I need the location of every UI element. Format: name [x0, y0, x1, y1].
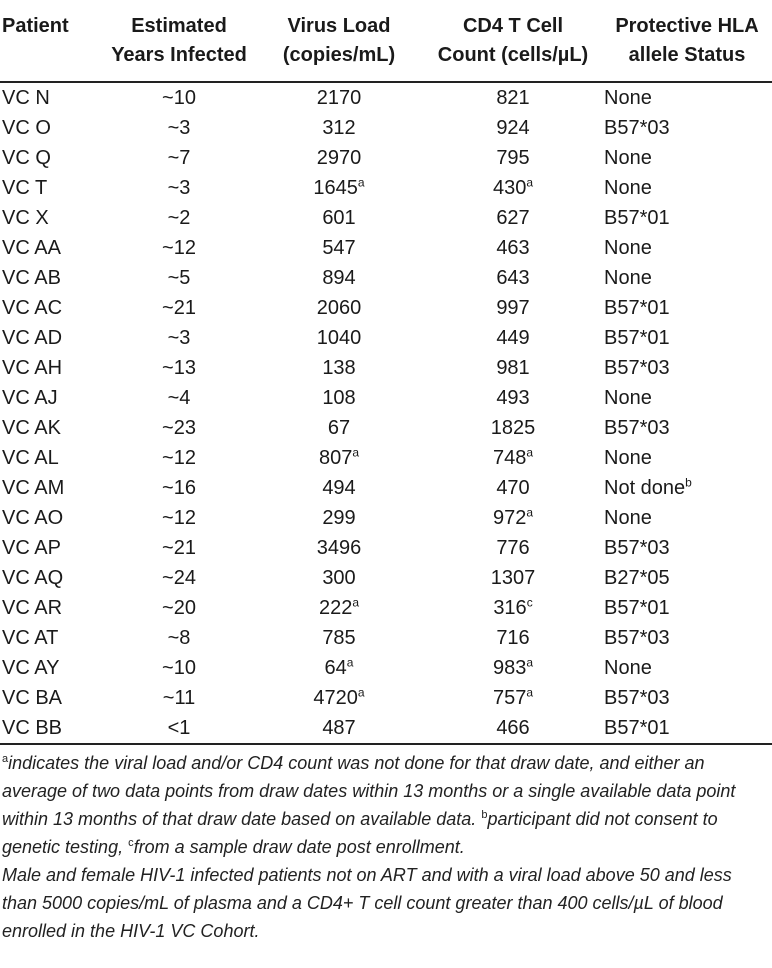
table-row	[0, 563, 772, 593]
cell-virus-load	[254, 503, 424, 533]
footnote-marker: a	[352, 595, 360, 610]
cell-virus-load-value: 894	[322, 267, 356, 289]
cell-hla-status-value: B57*03	[604, 357, 670, 379]
cell-hla-status-value: None	[604, 657, 652, 679]
footnote-marker: a	[357, 685, 365, 700]
table-row	[0, 113, 772, 143]
cell-hla-status	[602, 473, 772, 503]
cell-cd4-count-value: 821	[496, 87, 530, 109]
cell-patient-value: VC AK	[2, 417, 61, 439]
cell-hla-status-value: None	[604, 147, 652, 169]
cell-years-infected-value: <1	[167, 717, 191, 739]
cell-cd4-count-value: 981	[496, 357, 530, 379]
cell-virus-load-value: 807	[318, 447, 353, 469]
cell-hla-status-value: B57*03	[604, 417, 670, 439]
cell-hla-status-value: B57*01	[604, 717, 670, 739]
table-row	[0, 293, 772, 323]
cell-years-infected-value: ~16	[162, 477, 196, 499]
cell-cd4-count-value: 795	[496, 147, 530, 169]
cell-cd4-count	[424, 143, 602, 173]
cell-years-infected-value: ~2	[167, 207, 191, 229]
cell-hla-status-value: B57*01	[604, 327, 670, 349]
footnote-marker: a	[526, 175, 534, 190]
cell-patient	[0, 113, 104, 143]
footnote-c-mark: c	[128, 837, 134, 849]
cell-years-infected	[104, 563, 254, 593]
table-row	[0, 173, 772, 203]
cell-cd4-count-value: 776	[496, 537, 530, 559]
cell-virus-load	[254, 263, 424, 293]
cell-cd4-count-value: 1825	[490, 417, 536, 439]
table-footnotes	[2, 749, 770, 945]
cell-virus-load	[254, 653, 424, 683]
cell-patient-value: VC AT	[2, 627, 59, 649]
cell-years-infected	[104, 113, 254, 143]
cell-hla-status-value: None	[604, 447, 652, 469]
cell-years-infected	[104, 593, 254, 623]
cell-patient-value: VC O	[2, 117, 51, 139]
cell-virus-load	[254, 623, 424, 653]
cell-patient	[0, 143, 104, 173]
cell-patient-value: VC AO	[2, 507, 64, 529]
cell-patient	[0, 353, 104, 383]
cell-cd4-count	[424, 293, 602, 323]
cell-hla-status-value: None	[604, 177, 652, 199]
cell-hla-status	[602, 683, 772, 713]
cell-years-infected	[104, 263, 254, 293]
cell-years-infected	[104, 533, 254, 563]
cell-cd4-count	[424, 323, 602, 353]
cell-virus-load-value: 487	[322, 717, 356, 739]
cell-patient-value: VC BA	[2, 687, 63, 709]
cell-hla-status-value: B57*01	[604, 297, 670, 319]
cell-years-infected	[104, 293, 254, 323]
cell-cd4-count-value: 972	[492, 507, 527, 529]
cell-cd4-count-value: 493	[496, 387, 530, 409]
cell-patient	[0, 323, 104, 353]
cell-patient-value: VC T	[2, 177, 48, 199]
cell-hla-status-value: B57*03	[604, 537, 670, 559]
cell-hla-status	[602, 383, 772, 413]
cell-cd4-count	[424, 383, 602, 413]
header-years-infected: Estimated Years Infected	[104, 0, 254, 82]
cell-cd4-count-value: 924	[496, 117, 530, 139]
cell-patient-value: VC AH	[2, 357, 63, 379]
cell-hla-status	[602, 233, 772, 263]
cell-virus-load	[254, 533, 424, 563]
cell-years-infected	[104, 383, 254, 413]
cell-patient-value: VC AR	[2, 597, 63, 619]
table-row	[0, 203, 772, 233]
cell-cd4-count	[424, 413, 602, 443]
cell-cd4-count-value: 983	[492, 657, 527, 679]
cell-hla-status-value: B57*01	[604, 207, 670, 229]
cell-years-infected-value: ~10	[162, 657, 196, 679]
cell-patient	[0, 413, 104, 443]
table-header	[0, 0, 772, 82]
cell-hla-status	[602, 533, 772, 563]
footnote-marker: a	[526, 505, 534, 520]
cell-hla-status	[602, 173, 772, 203]
cell-virus-load	[254, 563, 424, 593]
cell-cd4-count	[424, 593, 602, 623]
cell-hla-status	[602, 623, 772, 653]
cell-cd4-count	[424, 683, 602, 713]
cell-hla-status	[602, 82, 772, 113]
cell-cd4-count	[424, 503, 602, 533]
footnote-marker: a	[526, 445, 534, 460]
cell-years-infected-value: ~7	[167, 147, 191, 169]
table-row	[0, 233, 772, 263]
cell-patient	[0, 563, 104, 593]
cell-hla-status-value: B57*03	[604, 117, 670, 139]
cell-virus-load-value: 785	[322, 627, 356, 649]
cell-virus-load-value: 547	[322, 237, 356, 259]
cell-patient	[0, 683, 104, 713]
cell-virus-load	[254, 443, 424, 473]
cell-cd4-count	[424, 173, 602, 203]
cell-cd4-count-value: 643	[496, 267, 530, 289]
cell-virus-load-value: 4720	[313, 687, 358, 709]
cell-virus-load	[254, 323, 424, 353]
cell-hla-status	[602, 503, 772, 533]
cell-hla-status	[602, 113, 772, 143]
cell-years-infected-value: ~21	[162, 297, 196, 319]
table-row	[0, 713, 772, 744]
cell-cd4-count	[424, 203, 602, 233]
cell-cd4-count-value: 627	[496, 207, 530, 229]
header-virus-load: Virus Load (copies/mL)	[254, 0, 424, 82]
cell-cd4-count-value: 449	[496, 327, 530, 349]
cell-years-infected-value: ~23	[162, 417, 196, 439]
cell-cd4-count-value: 757	[492, 687, 527, 709]
cell-years-infected	[104, 683, 254, 713]
cell-years-infected-value: ~12	[162, 507, 196, 529]
cell-hla-status	[602, 713, 772, 744]
cell-years-infected-value: ~3	[167, 117, 191, 139]
cell-years-infected	[104, 233, 254, 263]
cell-years-infected	[104, 713, 254, 744]
cell-hla-status	[602, 143, 772, 173]
cell-cd4-count	[424, 473, 602, 503]
table-row	[0, 82, 772, 113]
cell-years-infected-value: ~12	[162, 447, 196, 469]
cell-virus-load-value: 312	[322, 117, 356, 139]
cell-patient	[0, 593, 104, 623]
table-row	[0, 443, 772, 473]
cell-years-infected-value: ~5	[167, 267, 191, 289]
cell-cd4-count	[424, 233, 602, 263]
cell-cd4-count-value: 716	[496, 627, 530, 649]
cell-years-infected	[104, 653, 254, 683]
cell-years-infected	[104, 443, 254, 473]
cell-hla-status-value: None	[604, 507, 652, 529]
cell-patient	[0, 293, 104, 323]
footnote-a-mark: a	[2, 753, 9, 765]
table-row	[0, 623, 772, 653]
cell-hla-status	[602, 563, 772, 593]
footnote-marker: a	[526, 685, 534, 700]
cell-patient-value: VC AP	[2, 537, 61, 559]
cell-cd4-count-value: 466	[496, 717, 530, 739]
cell-years-infected-value: ~11	[162, 687, 196, 709]
cell-hla-status-value: B27*05	[604, 567, 670, 589]
cell-virus-load	[254, 383, 424, 413]
header-cd4-count: CD4 T Cell Count (cells/µL)	[424, 0, 602, 82]
cell-virus-load-value: 67	[327, 417, 351, 439]
cell-virus-load-value: 2970	[316, 147, 362, 169]
cell-years-infected	[104, 473, 254, 503]
cell-hla-status	[602, 203, 772, 233]
cell-patient-value: VC AL	[2, 447, 59, 469]
cell-patient-value: VC AM	[2, 477, 65, 499]
cell-cd4-count-value: 316	[493, 597, 527, 619]
cell-patient	[0, 383, 104, 413]
cell-virus-load-value: 108	[322, 387, 356, 409]
cell-virus-load-value: 222	[318, 597, 353, 619]
footnote-b-mark: b	[481, 809, 488, 821]
cell-years-infected	[104, 503, 254, 533]
cell-virus-load	[254, 593, 424, 623]
cell-years-infected-value: ~3	[167, 177, 191, 199]
cell-virus-load-value: 494	[322, 477, 356, 499]
cell-years-infected-value: ~12	[162, 237, 196, 259]
cell-virus-load	[254, 683, 424, 713]
cell-patient-value: VC AB	[2, 267, 61, 289]
cell-cd4-count	[424, 113, 602, 143]
cell-patient	[0, 203, 104, 233]
cell-cd4-count-value: 1307	[490, 567, 536, 589]
cell-patient	[0, 713, 104, 744]
cell-hla-status-value: B57*03	[604, 627, 670, 649]
cell-virus-load	[254, 473, 424, 503]
cell-hla-status	[602, 413, 772, 443]
cell-cd4-count	[424, 653, 602, 683]
cell-virus-load	[254, 293, 424, 323]
cell-years-infected-value: ~8	[167, 627, 191, 649]
cell-patient-value: VC AC	[2, 297, 63, 319]
cell-years-infected	[104, 143, 254, 173]
cell-virus-load	[254, 203, 424, 233]
cell-patient-value: VC AD	[2, 327, 63, 349]
cell-cd4-count	[424, 623, 602, 653]
cell-patient	[0, 173, 104, 203]
cell-virus-load	[254, 143, 424, 173]
cell-cd4-count-value: 748	[492, 447, 527, 469]
table-row	[0, 593, 772, 623]
footnote-b-text: participant did not consent to genetic testing,	[2, 809, 718, 857]
cell-patient	[0, 623, 104, 653]
footnote-a-text: indicates the viral load and/or CD4 count was not done for that draw date, and either an average of two data points from draw dates within 13 months or a single available data point within 13 months of that draw date based on available data.	[2, 753, 736, 829]
cell-virus-load-value: 2170	[316, 87, 362, 109]
cell-virus-load	[254, 233, 424, 263]
cell-years-infected	[104, 82, 254, 113]
cell-hla-status	[602, 593, 772, 623]
cell-virus-load-value: 1040	[316, 327, 362, 349]
cell-years-infected-value: ~24	[162, 567, 196, 589]
cell-hla-status-value: B57*01	[604, 597, 670, 619]
table-row	[0, 353, 772, 383]
footnote-marker: c	[526, 595, 533, 610]
cell-patient	[0, 473, 104, 503]
cell-patient-value: VC AQ	[2, 567, 64, 589]
cell-patient-value: VC AJ	[2, 387, 58, 409]
cell-patient-value: VC AY	[2, 657, 60, 679]
cell-hla-status-value: None	[604, 267, 652, 289]
cell-hla-status-value: B57*03	[604, 687, 670, 709]
cell-virus-load-value: 601	[322, 207, 356, 229]
table-row	[0, 263, 772, 293]
cell-years-infected	[104, 353, 254, 383]
table-row	[0, 143, 772, 173]
cell-patient-value: VC X	[2, 207, 49, 229]
footnote-marker: b	[685, 475, 692, 490]
cell-years-infected	[104, 173, 254, 203]
cell-virus-load-value: 3496	[316, 537, 362, 559]
cell-hla-status	[602, 443, 772, 473]
table-row	[0, 323, 772, 353]
cell-patient	[0, 82, 104, 113]
footnote-paragraph	[2, 749, 770, 861]
cohort-description: Male and female HIV-1 infected patients not on ART and with a viral load above 50 and less than 5000 copies/mL of plasma and a CD4+ T cell count greater than 400 cells/µL of blood enrolled in the HIV-1 VC Cohort.	[2, 865, 732, 941]
cell-years-infected	[104, 623, 254, 653]
cell-cd4-count	[424, 563, 602, 593]
cell-virus-load	[254, 353, 424, 383]
cell-virus-load-value: 1645	[313, 177, 358, 199]
cell-hla-status	[602, 323, 772, 353]
cell-virus-load-value: 299	[322, 507, 356, 529]
header-patient: Patient	[0, 0, 104, 82]
cell-cd4-count	[424, 263, 602, 293]
cell-virus-load	[254, 113, 424, 143]
footnote-c-text: from a sample draw date post enrollment.	[133, 837, 465, 857]
table-row	[0, 653, 772, 683]
cell-virus-load	[254, 173, 424, 203]
cell-years-infected	[104, 323, 254, 353]
cell-cd4-count	[424, 82, 602, 113]
cell-patient	[0, 263, 104, 293]
cell-years-infected	[104, 413, 254, 443]
cell-patient	[0, 233, 104, 263]
cell-cd4-count-value: 463	[496, 237, 530, 259]
cell-hla-status-value: None	[604, 237, 652, 259]
cell-hla-status	[602, 653, 772, 683]
cell-hla-status-value: Not done	[604, 477, 686, 499]
cell-virus-load-value: 138	[322, 357, 356, 379]
cell-virus-load-value: 300	[322, 567, 356, 589]
cell-cd4-count	[424, 443, 602, 473]
cell-patient	[0, 533, 104, 563]
cell-cd4-count-value: 997	[496, 297, 530, 319]
cell-cd4-count-value: 430	[492, 177, 527, 199]
cell-virus-load-value: 64	[324, 657, 347, 679]
cell-cd4-count	[424, 353, 602, 383]
cell-patient-value: VC AA	[2, 237, 61, 259]
cell-virus-load-value: 2060	[316, 297, 362, 319]
footnote-marker: a	[526, 655, 534, 670]
table-row	[0, 383, 772, 413]
cell-patient	[0, 653, 104, 683]
cell-patient-value: VC N	[2, 87, 50, 109]
cell-years-infected-value: ~3	[167, 327, 191, 349]
cell-cd4-count	[424, 533, 602, 563]
header-hla-status: Protective HLA allele Status	[602, 0, 772, 82]
table-row	[0, 503, 772, 533]
table-body	[0, 82, 772, 744]
cell-years-infected-value: ~13	[162, 357, 196, 379]
cell-hla-status-value: None	[604, 387, 652, 409]
footnote-marker: a	[346, 655, 354, 670]
table-row	[0, 533, 772, 563]
cell-years-infected-value: ~20	[162, 597, 196, 619]
cell-years-infected-value: ~4	[167, 387, 191, 409]
footnote-marker: a	[357, 175, 365, 190]
cell-virus-load	[254, 713, 424, 744]
table-row	[0, 473, 772, 503]
cell-hla-status	[602, 293, 772, 323]
cell-years-infected-value: ~10	[162, 87, 196, 109]
cell-patient	[0, 503, 104, 533]
cell-hla-status	[602, 263, 772, 293]
cell-cd4-count	[424, 713, 602, 744]
cell-years-infected	[104, 203, 254, 233]
cell-hla-status	[602, 353, 772, 383]
table-row	[0, 683, 772, 713]
table-row	[0, 413, 772, 443]
cell-patient-value: VC BB	[2, 717, 63, 739]
cell-cd4-count-value: 470	[496, 477, 530, 499]
cell-years-infected-value: ~21	[162, 537, 196, 559]
cell-virus-load	[254, 82, 424, 113]
cell-patient	[0, 443, 104, 473]
footnote-marker: a	[352, 445, 360, 460]
cell-virus-load	[254, 413, 424, 443]
cell-hla-status-value: None	[604, 87, 652, 109]
cell-patient-value: VC Q	[2, 147, 51, 169]
